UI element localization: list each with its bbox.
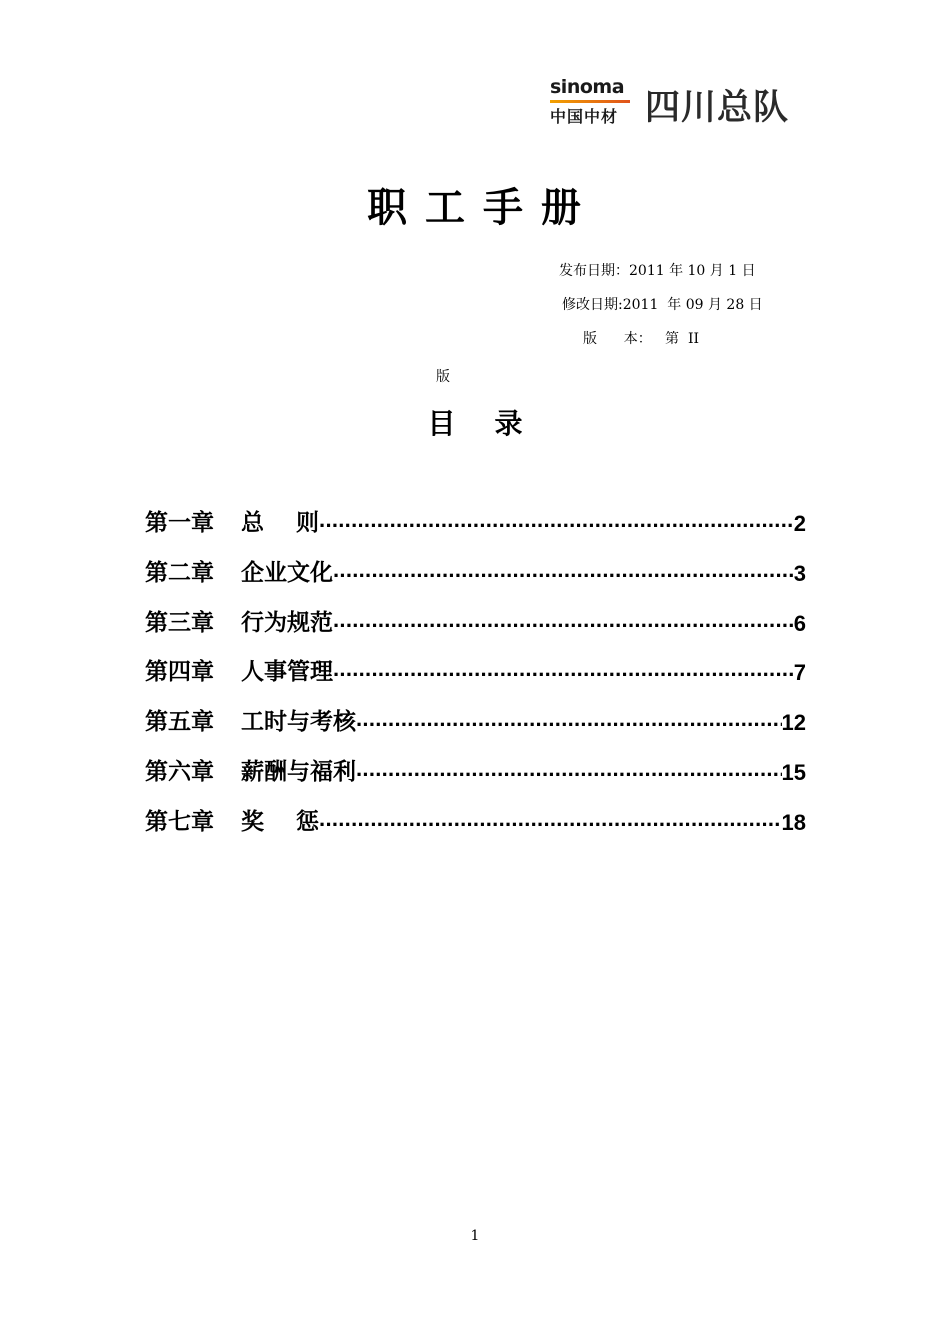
toc-dot-leader — [333, 656, 794, 686]
version-label: 版 本： 第 II — [583, 331, 700, 347]
toc-item[interactable] — [145, 553, 806, 587]
company-logo — [548, 76, 808, 126]
logo-brand-text: sinoma — [550, 76, 625, 98]
release-date: 发布日期：2011 年 10 月 1 日 — [559, 263, 756, 279]
toc-chapter-name: 企业文化 — [241, 560, 333, 586]
toc-dot-leader — [333, 607, 794, 637]
document-title: 职 工 手 册 — [367, 185, 583, 231]
version-label-suffix: 版 — [436, 369, 450, 385]
toc-title: 目 录 — [427, 407, 523, 440]
toc-chapter-label: 第一章 — [145, 510, 214, 536]
toc-dot-leader — [356, 756, 782, 786]
toc-dot-leader — [319, 806, 781, 836]
toc-page-number: 6 — [793, 611, 806, 636]
toc-item[interactable] — [145, 752, 806, 786]
toc-dot-leader — [319, 507, 794, 537]
toc-chapter-label: 第六章 — [145, 759, 214, 785]
revised-date: 修改日期:2011 年 09 月 28 日 — [562, 297, 763, 313]
toc-chapter-label: 第七章 — [145, 809, 214, 835]
toc-page-number: 3 — [793, 561, 806, 586]
toc-page-number: 12 — [781, 710, 806, 735]
toc-page-number: 18 — [781, 810, 806, 835]
toc-chapter-name: 薪酬与福利 — [241, 759, 356, 785]
toc-item[interactable] — [145, 652, 806, 686]
toc-dot-leader — [356, 706, 782, 736]
toc-item[interactable] — [145, 702, 806, 736]
logo-accent-bar — [550, 100, 630, 103]
toc-page-number: 15 — [781, 760, 806, 785]
toc-chapter-name: 行为规范 — [241, 610, 333, 636]
toc-dot-leader — [333, 557, 794, 587]
toc-page-number: 7 — [793, 660, 806, 685]
toc-item[interactable] — [145, 802, 806, 836]
logo-division-name: 四川总队 — [645, 88, 790, 128]
toc-chapter-label: 第二章 — [145, 560, 214, 586]
toc-chapter-label: 第五章 — [145, 709, 214, 735]
page-number: 1 — [470, 1228, 480, 1244]
toc-chapter-name: 奖 惩 — [241, 809, 320, 835]
toc-chapter-label: 第四章 — [145, 659, 214, 685]
toc-chapter-name: 总 则 — [241, 510, 320, 536]
toc-item[interactable] — [145, 503, 806, 537]
toc-item[interactable] — [145, 603, 806, 637]
toc-chapter-name: 人事管理 — [241, 659, 333, 685]
toc-chapter-name: 工时与考核 — [241, 709, 356, 735]
toc-page-number: 2 — [793, 511, 806, 536]
logo-chinese-text: 中国中材 — [550, 107, 619, 126]
toc-chapter-label: 第三章 — [145, 610, 214, 636]
